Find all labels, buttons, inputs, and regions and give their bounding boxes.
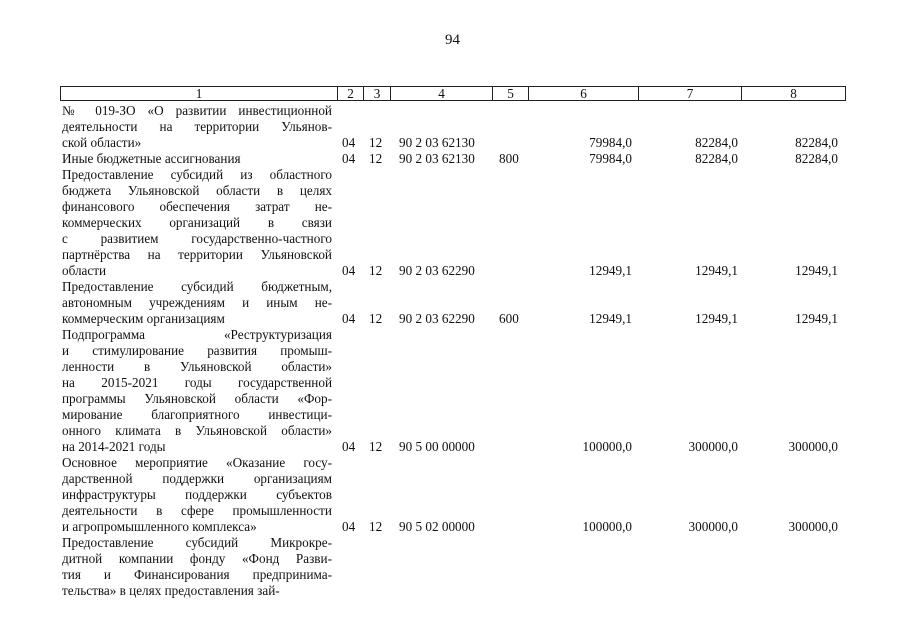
cell-c3: 12 [369,311,383,326]
header-col-6: 6 [528,87,638,100]
header-col-8: 8 [741,87,845,100]
description-line: № 019-ЗО «О развитии инвестиционной [62,103,332,118]
description-line: мирование благоприятного инвестици- [62,407,332,422]
description-line: с развитием государственно-частного [62,231,332,246]
cell-c5: 600 [499,311,519,326]
header-col-4: 4 [390,87,492,100]
cell-c4: 90 2 03 62290 [399,311,475,326]
description-line: ленности в Ульяновской области» [62,359,332,374]
page-number: 94 [445,32,460,48]
description-line: дарственной поддержки организациям [62,471,332,486]
cell-c7: 300000,0 [688,519,738,534]
row-description [60,535,332,599]
cell-c8: 12949,1 [795,263,838,278]
description-line: Предоставление субсидий из областного [62,167,332,182]
cell-c3: 12 [369,439,383,454]
cell-c8: 300000,0 [788,439,838,454]
description-line: тельства» в целях предоставления зай- [62,583,280,598]
cell-c3: 12 [369,135,383,150]
cell-c6: 12949,1 [589,311,632,326]
cell-c7: 82284,0 [695,151,738,166]
cell-c8: 82284,0 [795,135,838,150]
description-line: финансового обеспечения затрат не- [62,199,332,214]
row-description [60,167,332,279]
cell-c2: 04 [342,311,356,326]
description-line: Предоставление субсидий бюджетным, [62,279,332,294]
cell-c4: 90 2 03 62130 [399,151,475,166]
row-description [60,327,332,455]
cell-c2: 04 [342,519,356,534]
cell-c3: 12 [369,519,383,534]
header-col-5: 5 [492,87,528,100]
cell-c2: 04 [342,135,356,150]
description-line: на 2014-2021 годы [62,439,166,454]
header-col-3: 3 [363,87,390,100]
cell-c3: 12 [369,263,383,278]
table-row [60,151,846,167]
table-row [60,535,846,599]
header-col-2: 2 [337,87,363,100]
description-line: и агропромышленного комплекса» [62,519,257,534]
table-row [60,327,846,455]
description-line: онного климата в Ульяновской области» [62,423,332,438]
table-row [60,103,846,151]
cell-c2: 04 [342,151,356,166]
description-line: инфраструктуры поддержки субъектов [62,487,332,502]
cell-c7: 300000,0 [688,439,738,454]
cell-c7: 12949,1 [695,311,738,326]
cell-c2: 04 [342,439,356,454]
cell-c8: 12949,1 [795,311,838,326]
description-line: Подпрограмма «Реструктуризация [62,327,332,342]
description-line: тия и Финансирования предпринима- [62,567,332,582]
description-line: деятельности в сфере промышленности [62,503,332,518]
cell-c7: 82284,0 [695,135,738,150]
description-line: программы Ульяновской области «Фор- [62,391,332,406]
description-line: коммерческих организаций в связи [62,215,332,230]
cell-c4: 90 5 00 00000 [399,439,475,454]
header-col-7: 7 [638,87,741,100]
description-line: партнёрства на территории Ульяновской [62,247,332,262]
row-description [60,279,332,327]
row-description [60,455,332,535]
cell-c5: 800 [499,151,519,166]
description-line: деятельности на территории Ульянов- [62,119,332,134]
row-description [60,103,332,151]
description-line: области [62,263,107,278]
cell-c4: 90 2 03 62130 [399,135,475,150]
cell-c6: 100000,0 [582,439,632,454]
description-line: коммерческим организациям [62,311,225,326]
table-body [60,103,846,599]
description-line: Предоставление субсидий Микрокре- [62,535,332,550]
cell-c6: 79984,0 [589,135,632,150]
table-row [60,455,846,535]
budget-table [60,86,846,599]
description-line: бюджета Ульяновской области в целях [62,183,332,198]
cell-c6: 79984,0 [589,151,632,166]
table-row [60,279,846,327]
cell-c8: 300000,0 [788,519,838,534]
cell-c4: 90 2 03 62290 [399,263,475,278]
description-line: Основное мероприятие «Оказание госу- [62,455,332,470]
table-row [60,167,846,279]
cell-c7: 12949,1 [695,263,738,278]
cell-c2: 04 [342,263,356,278]
description-line: ской области» [62,135,142,150]
description-line: дитной компании фонду «Фонд Разви- [62,551,332,566]
description-line: Иные бюджетные ассигнования [62,151,241,166]
cell-c4: 90 5 02 00000 [399,519,475,534]
cell-c6: 12949,1 [589,263,632,278]
cell-c3: 12 [369,151,383,166]
table-header [60,86,846,101]
description-line: автономным учреждениям и иным не- [62,295,332,310]
description-line: на 2015-2021 годы государственной [62,375,332,390]
row-description [60,151,332,167]
cell-c8: 82284,0 [795,151,838,166]
description-line: и стимулирование развития промыш- [62,343,332,358]
cell-c6: 100000,0 [582,519,632,534]
header-col-1: 1 [195,86,203,101]
